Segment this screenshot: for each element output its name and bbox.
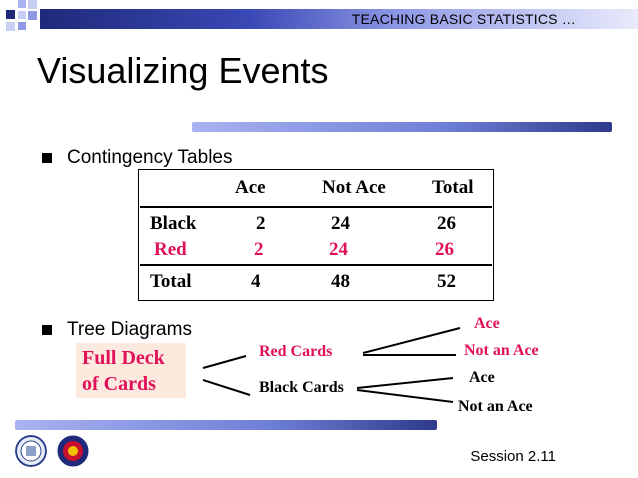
cell-total-total: 52 (437, 271, 456, 292)
table-header-ace: Ace (235, 177, 266, 198)
bullet-tree-diagrams: Tree Diagrams (67, 319, 192, 340)
leaf-black-ace: Ace (469, 369, 495, 386)
header-text: TEACHING BASIC STATISTICS … (351, 11, 576, 27)
tree-root-line2: of Cards (82, 373, 156, 395)
session-label: Session 2.11 (470, 448, 556, 465)
cell-total-ace: 4 (251, 271, 261, 292)
cell-red-ace: 2 (254, 239, 264, 260)
cell-black-not-ace: 24 (331, 213, 350, 234)
leaf-red-not-ace: Not an Ace (464, 342, 539, 359)
cell-black-ace: 2 (256, 213, 266, 234)
right-seal-logo (57, 435, 89, 467)
cell-red-not-ace: 24 (329, 239, 348, 260)
table-header-total: Total (432, 177, 474, 198)
slide-title: Visualizing Events (37, 50, 329, 91)
tree-root-line1: Full Deck (82, 347, 165, 369)
bullet-contingency: Contingency Tables (67, 147, 233, 168)
leaf-black-not-ace: Not an Ace (458, 398, 533, 415)
leaf-red-ace: Ace (474, 315, 500, 332)
branch-black-cards: Black Cards (259, 379, 344, 396)
row-label-black: Black (150, 213, 197, 234)
cell-black-total: 26 (437, 213, 456, 234)
row-label-red: Red (154, 239, 187, 260)
table-header-not-ace: Not Ace (322, 177, 386, 198)
branch-red-cards: Red Cards (259, 343, 333, 360)
left-seal-logo (15, 435, 47, 467)
footer-divider (15, 420, 437, 430)
cell-total-not-ace: 48 (331, 271, 350, 292)
cell-red-total: 26 (435, 239, 454, 260)
row-label-total: Total (150, 271, 192, 292)
